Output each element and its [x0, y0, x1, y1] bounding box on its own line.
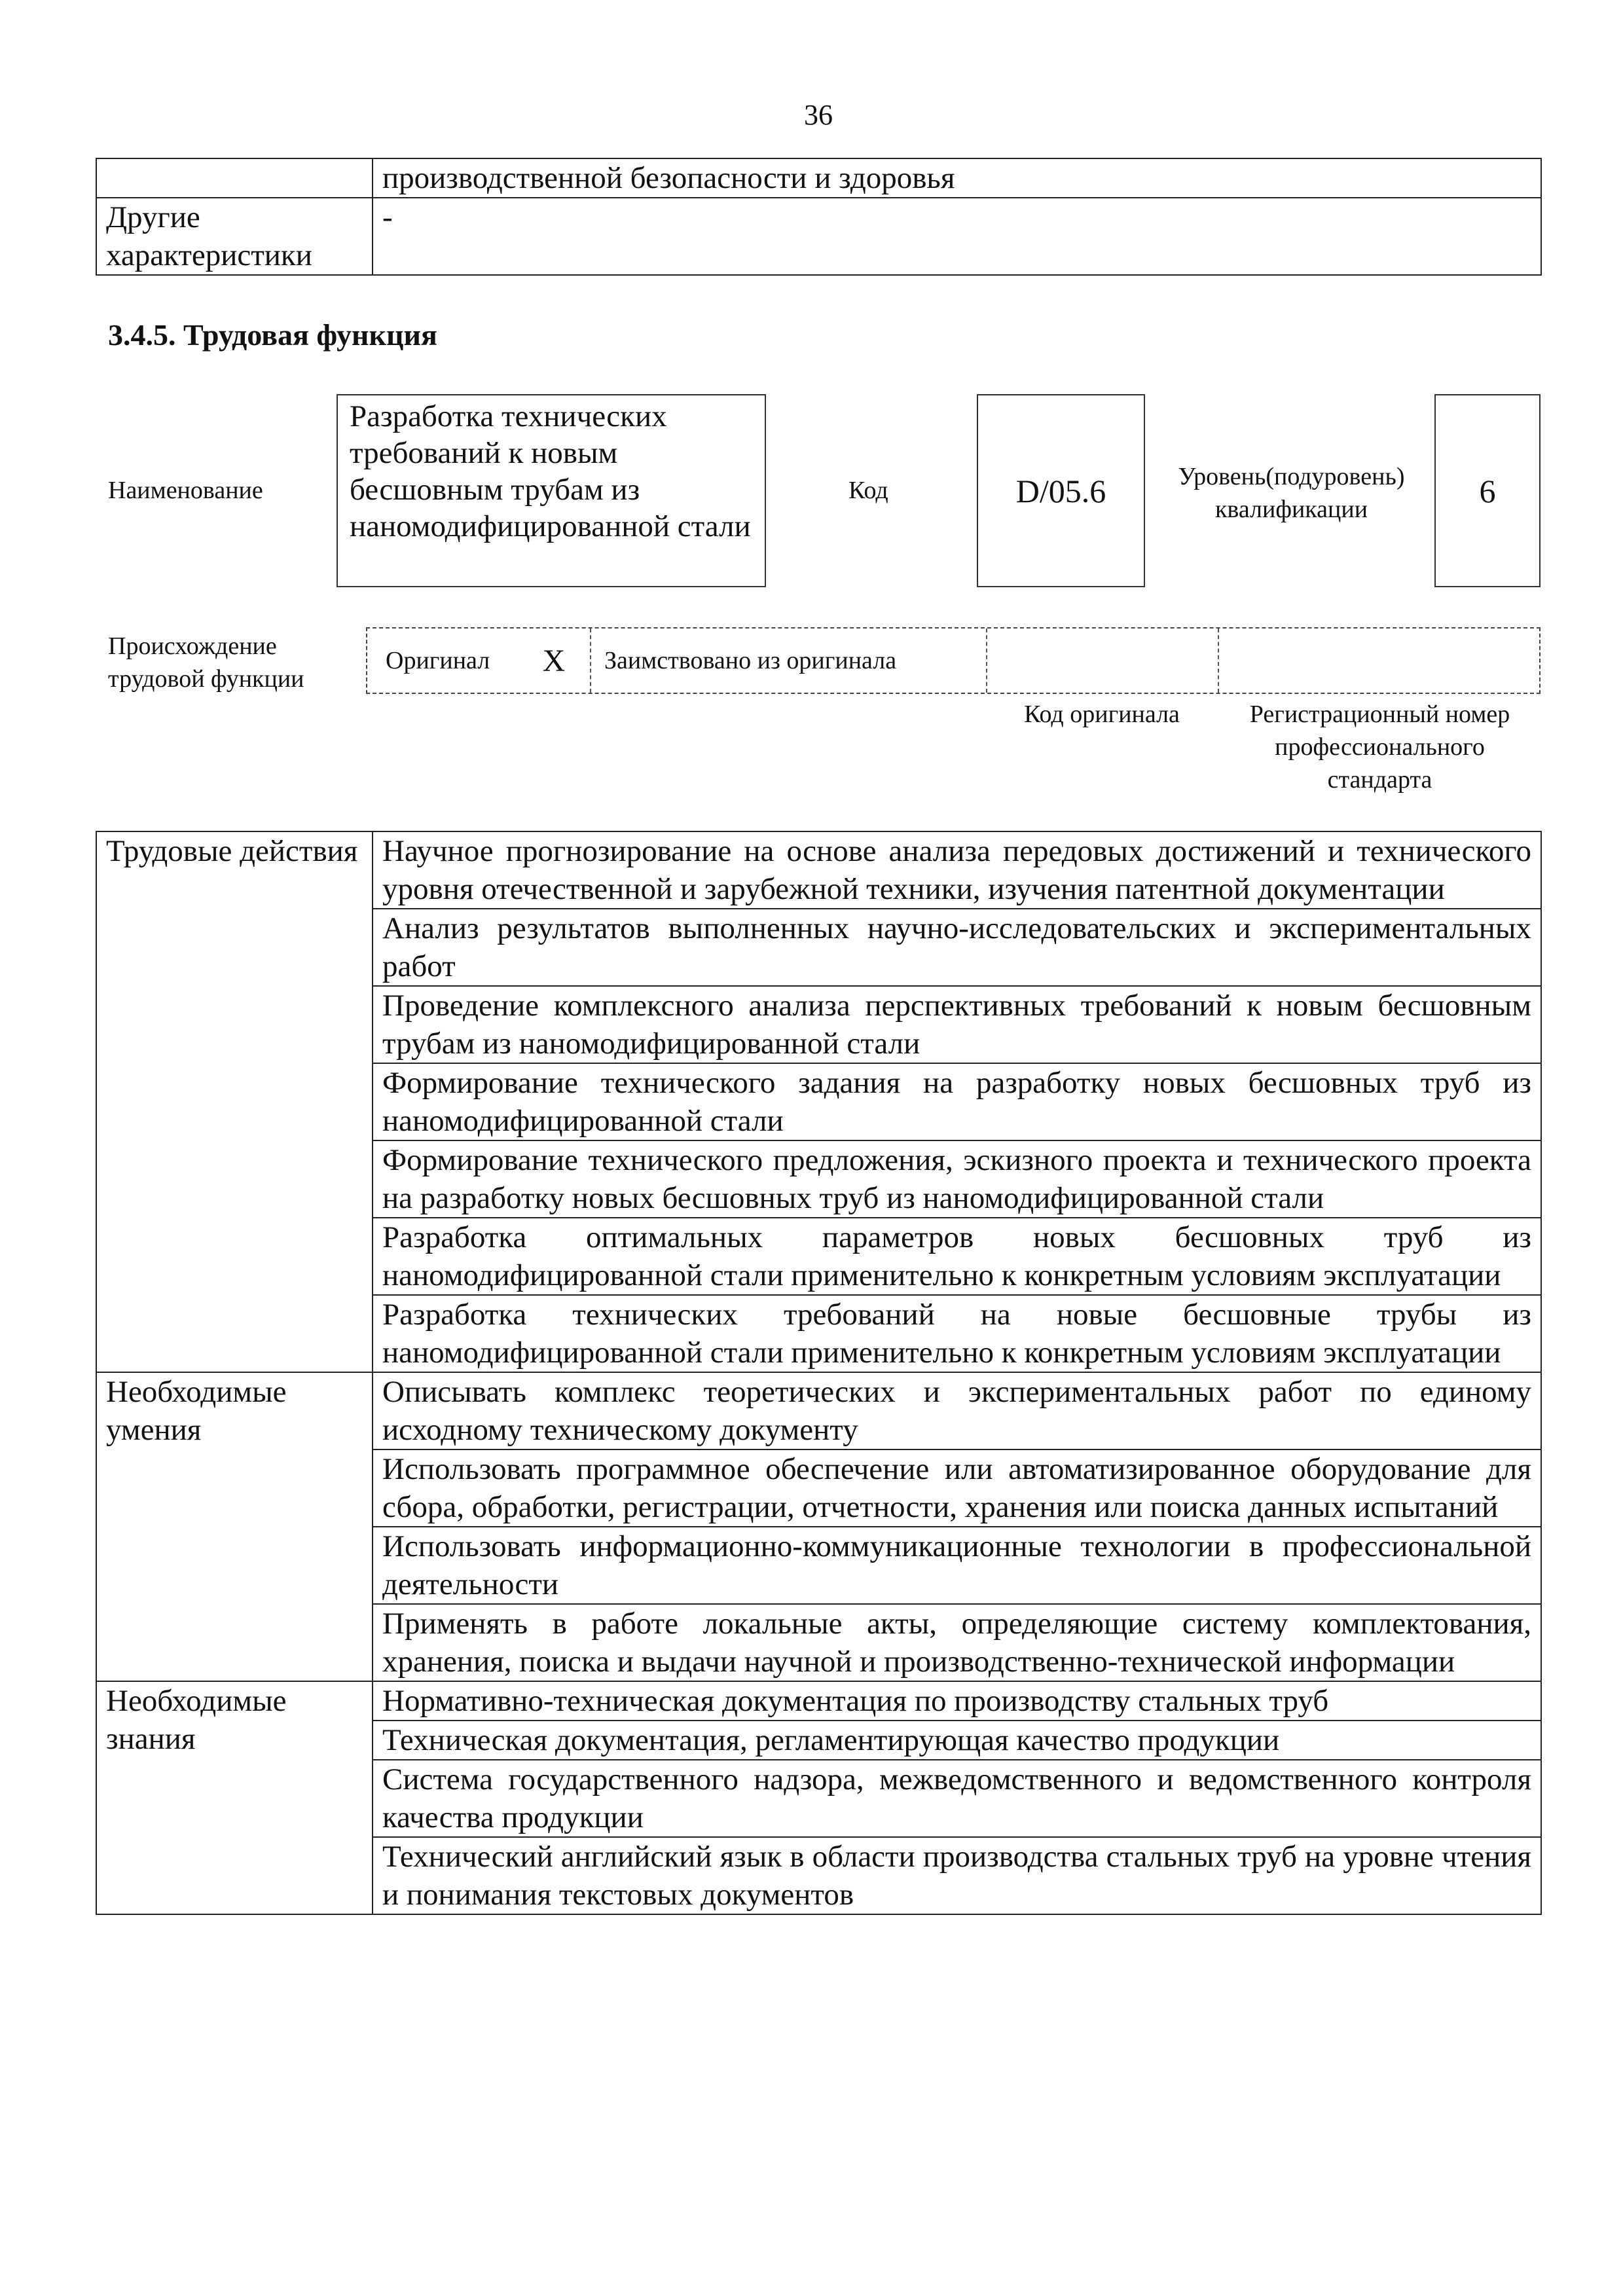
previous-function-table-tail [96, 158, 1542, 276]
knowledge-item: Нормативно-техническая документация по производству стальных труб [373, 1681, 1541, 1721]
labor-actions-label: Трудовые действия [96, 831, 373, 1372]
origin-label-line: Происхождение [108, 632, 277, 660]
code-value-box: D/05.6 [977, 394, 1145, 587]
table-row [96, 158, 1541, 198]
section-heading: 3.4.5. Трудовая функция [108, 318, 437, 352]
reg-number-caption: Регистрационный номер профессионального стандарта [1249, 701, 1510, 793]
knowledge-item: Система государственного надзора, межведомственного и ведомственного контроля качества продукции [373, 1760, 1541, 1837]
table-row [96, 1372, 1541, 1449]
code-original-caption: Код оригинала [1024, 701, 1180, 728]
original-cell: Оригинал [386, 647, 490, 674]
name-label: Наименование [108, 477, 263, 504]
reg-number-cell [1219, 629, 1539, 693]
skill-item: Описывать комплекс теоретических и экспериментальных работ по единому исходному техническому документу [373, 1372, 1541, 1449]
origin-row [366, 627, 1541, 694]
borrowed-cell: Заимствовано из оригинала [591, 629, 987, 693]
code-label: Код [848, 477, 888, 504]
page-number: 36 [804, 99, 833, 131]
original-mark: X [518, 629, 591, 693]
level-label-line: квалификации [1214, 496, 1368, 523]
table-row [96, 831, 1541, 909]
row-text: - [373, 198, 1541, 275]
function-details-table [96, 831, 1542, 1915]
origin-label [108, 630, 304, 695]
level-value-box: 6 [1434, 394, 1541, 587]
labor-action-item: Проведение комплексного анализа перспективных требований к новым бесшовным трубам из наномодифицированной стали [373, 986, 1541, 1063]
level-label [1156, 460, 1427, 526]
row-label: Другие характеристики [96, 198, 373, 275]
labor-action-item: Формирование технического задания на разработку новых бесшовных труб из наномодифицированной стали [373, 1063, 1541, 1140]
skill-item: Использовать информационно-коммуникационные технологии в профессиональной деятельности [373, 1527, 1541, 1604]
original-code-cell [987, 629, 1219, 693]
skill-item: Применять в работе локальные акты, определяющие систему комплектования, хранения, поиска и выдачи научной и производственно-технической информации [373, 1604, 1541, 1681]
origin-label-line: трудовой функции [108, 665, 304, 693]
row-text: производственной безопасности и здоровья [373, 158, 1541, 198]
labor-action-item: Разработка оптимальных параметров новых бесшовных труб из наномодифицированной стали применительно к конкретным условиям эксплуатации [373, 1218, 1541, 1295]
table-row [96, 198, 1541, 275]
labor-action-item: Научное прогнозирование на основе анализа передовых достижений и технического уровня отечественной и зарубежной техники, изучения патентной документации [373, 831, 1541, 909]
skill-item: Использовать программное обеспечение или автоматизированное оборудование для сбора, обработки, регистрации, отчетности, хранения или поиска данных испытаний [373, 1449, 1541, 1527]
knowledge-item: Технический английский язык в области производства стальных труб на уровне чтения и понимания текстовых документов [373, 1837, 1541, 1914]
function-name-box: Разработка технических требований к новым бесшовным трубам из наномодифицированной стали [337, 394, 766, 587]
level-label-line: Уровень(подуровень) [1178, 463, 1405, 490]
knowledge-label: Необходимые знания [96, 1681, 373, 1914]
knowledge-item: Техническая документация, регламентирующая качество продукции [373, 1721, 1541, 1760]
labor-action-item: Формирование технического предложения, эскизного проекта и технического проекта на разработку новых бесшовных труб из наномодифицированной стали [373, 1140, 1541, 1218]
skills-label: Необходимые умения [96, 1372, 373, 1681]
labor-action-item: Анализ результатов выполненных научно-исследовательских и экспериментальных работ [373, 909, 1541, 986]
table-row [96, 1681, 1541, 1721]
row-label [96, 158, 373, 198]
labor-action-item: Разработка технических требований на новые бесшовные трубы из наномодифицированной стали применительно к конкретным условиям эксплуатации [373, 1295, 1541, 1372]
